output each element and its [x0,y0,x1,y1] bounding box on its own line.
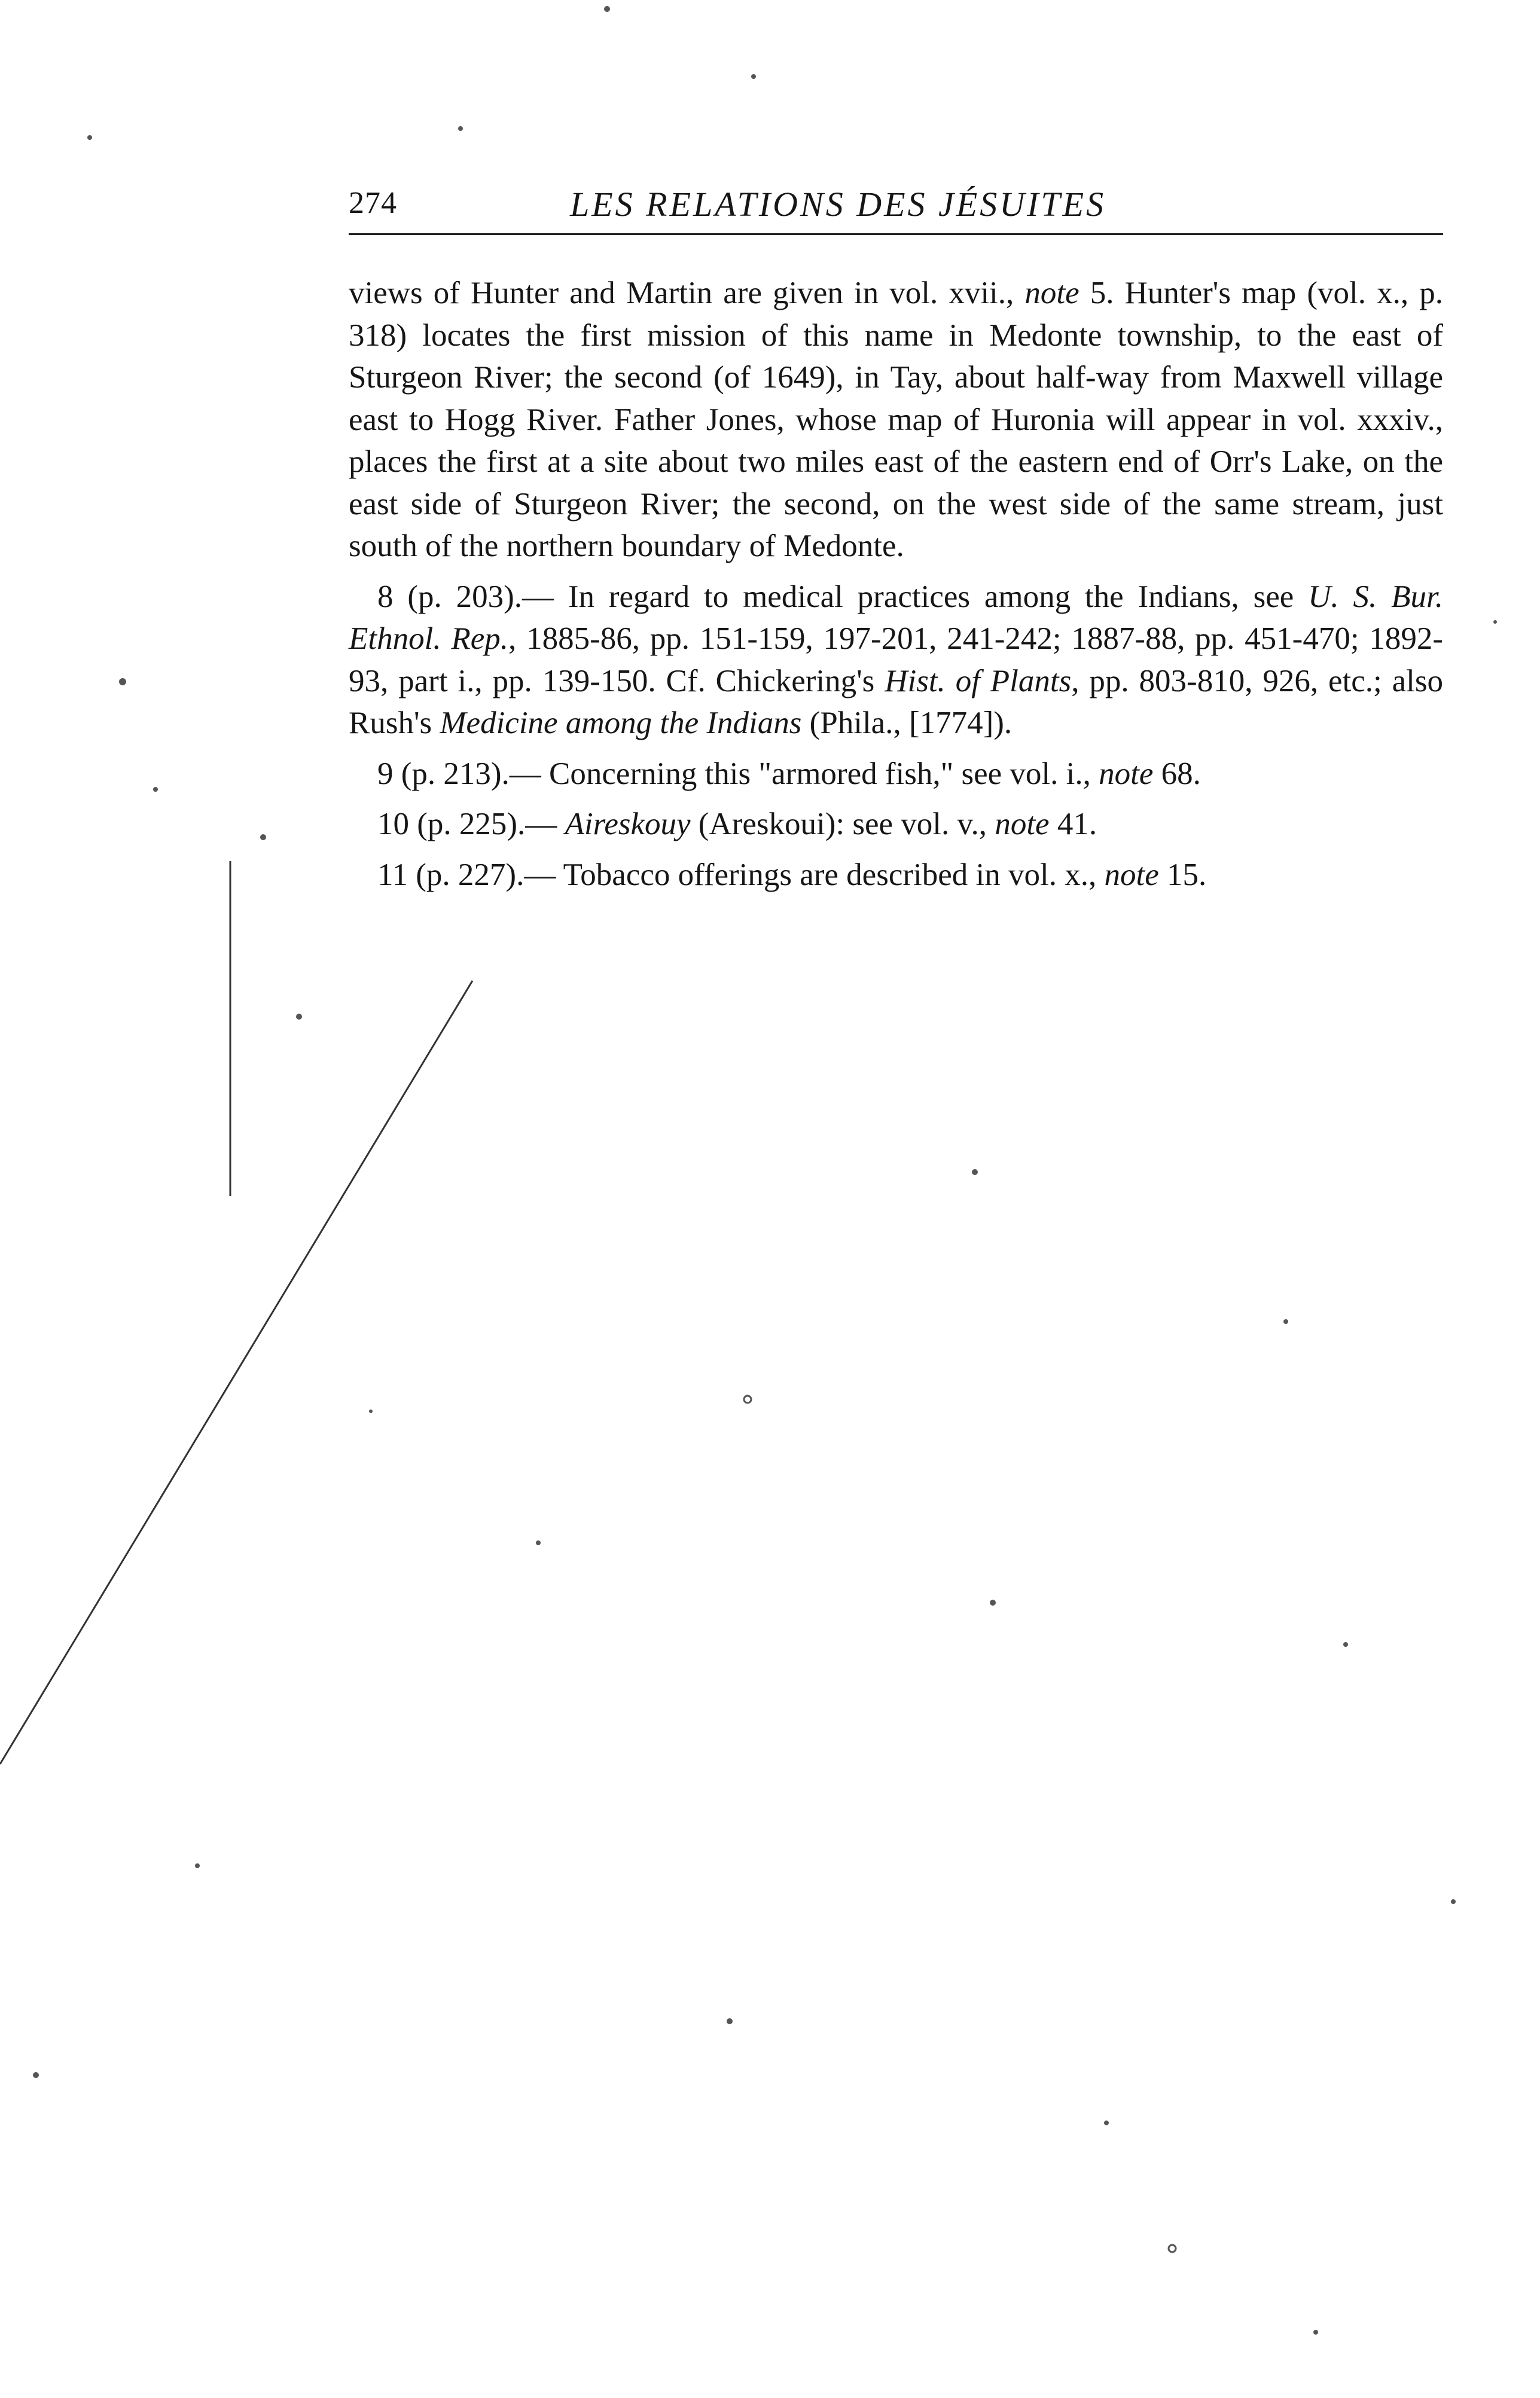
text-run-italic: U. S. Bur. Ethnol. Rep. [349,579,1443,656]
text-run-italic: note [995,807,1050,841]
text-run: 15. [1158,857,1207,892]
text-run: 10 (p. 225).— [377,807,565,841]
text-run: (Phila., [1774]). [801,706,1013,740]
endnote-paragraph [349,576,1443,745]
running-header [349,179,1443,235]
endnotes-text [349,272,1443,896]
running-title: LES RELATIONS DES JÉSUITES [570,185,1106,224]
scan-scratch-line [0,981,472,1764]
text-run: , 1885-86, pp. 151-159, 197-201, 241-242; 1887-88, pp. 451-470; 1892-93, part i., pp. 139-150. Cf. Chickering's [349,621,1443,698]
text-run-italic: note [1104,857,1159,892]
text-run-italic: note [1024,276,1079,310]
text-run-italic: Hist. of Plants [885,663,1072,698]
text-run: 5. Hunter's map (vol. x., p. 318) locates the first mission of this name in Medonte township, to the east of Sturgeon River; the second (of 1649), in Tay, about half-way from Maxwell village east to Hogg River. Father Jones, whose map of Huronia will appear in vol. xxxiv., places the first at a site about two miles east of the eastern end of Orr's Lake, on the east side of Sturgeon River; the second, on the west side of the same stream, just south of the northern boundary of Medonte. [349,276,1443,563]
text-run: views of Hunter and Martin are given in vol. xvii., [349,276,1025,310]
text-run: 68. [1153,756,1201,791]
endnote-paragraph [349,803,1443,846]
page-number: 274 [349,186,397,220]
text-run-italic: note [1099,756,1154,791]
text-run-italic: Medicine among the Indians [440,706,802,740]
text-run: 9 (p. 213).— Concerning this "armored fish," see vol. i., [377,756,1099,791]
endnote-paragraph [349,272,1443,568]
text-run: 8 (p. 203).— In regard to medical practices among the Indians, see [377,579,1309,614]
text-run-italic: Aireskouy [565,807,691,841]
endnote-paragraph [349,753,1443,795]
text-run: 41. [1049,807,1097,841]
text-run: 11 (p. 227).— Tobacco offerings are described in vol. x., [377,857,1105,892]
text-run: , pp. 803-810, 926, etc.; also Rush's [349,663,1443,740]
endnote-paragraph [349,854,1443,896]
text-run: (Areskoui): see vol. v., [690,807,995,841]
